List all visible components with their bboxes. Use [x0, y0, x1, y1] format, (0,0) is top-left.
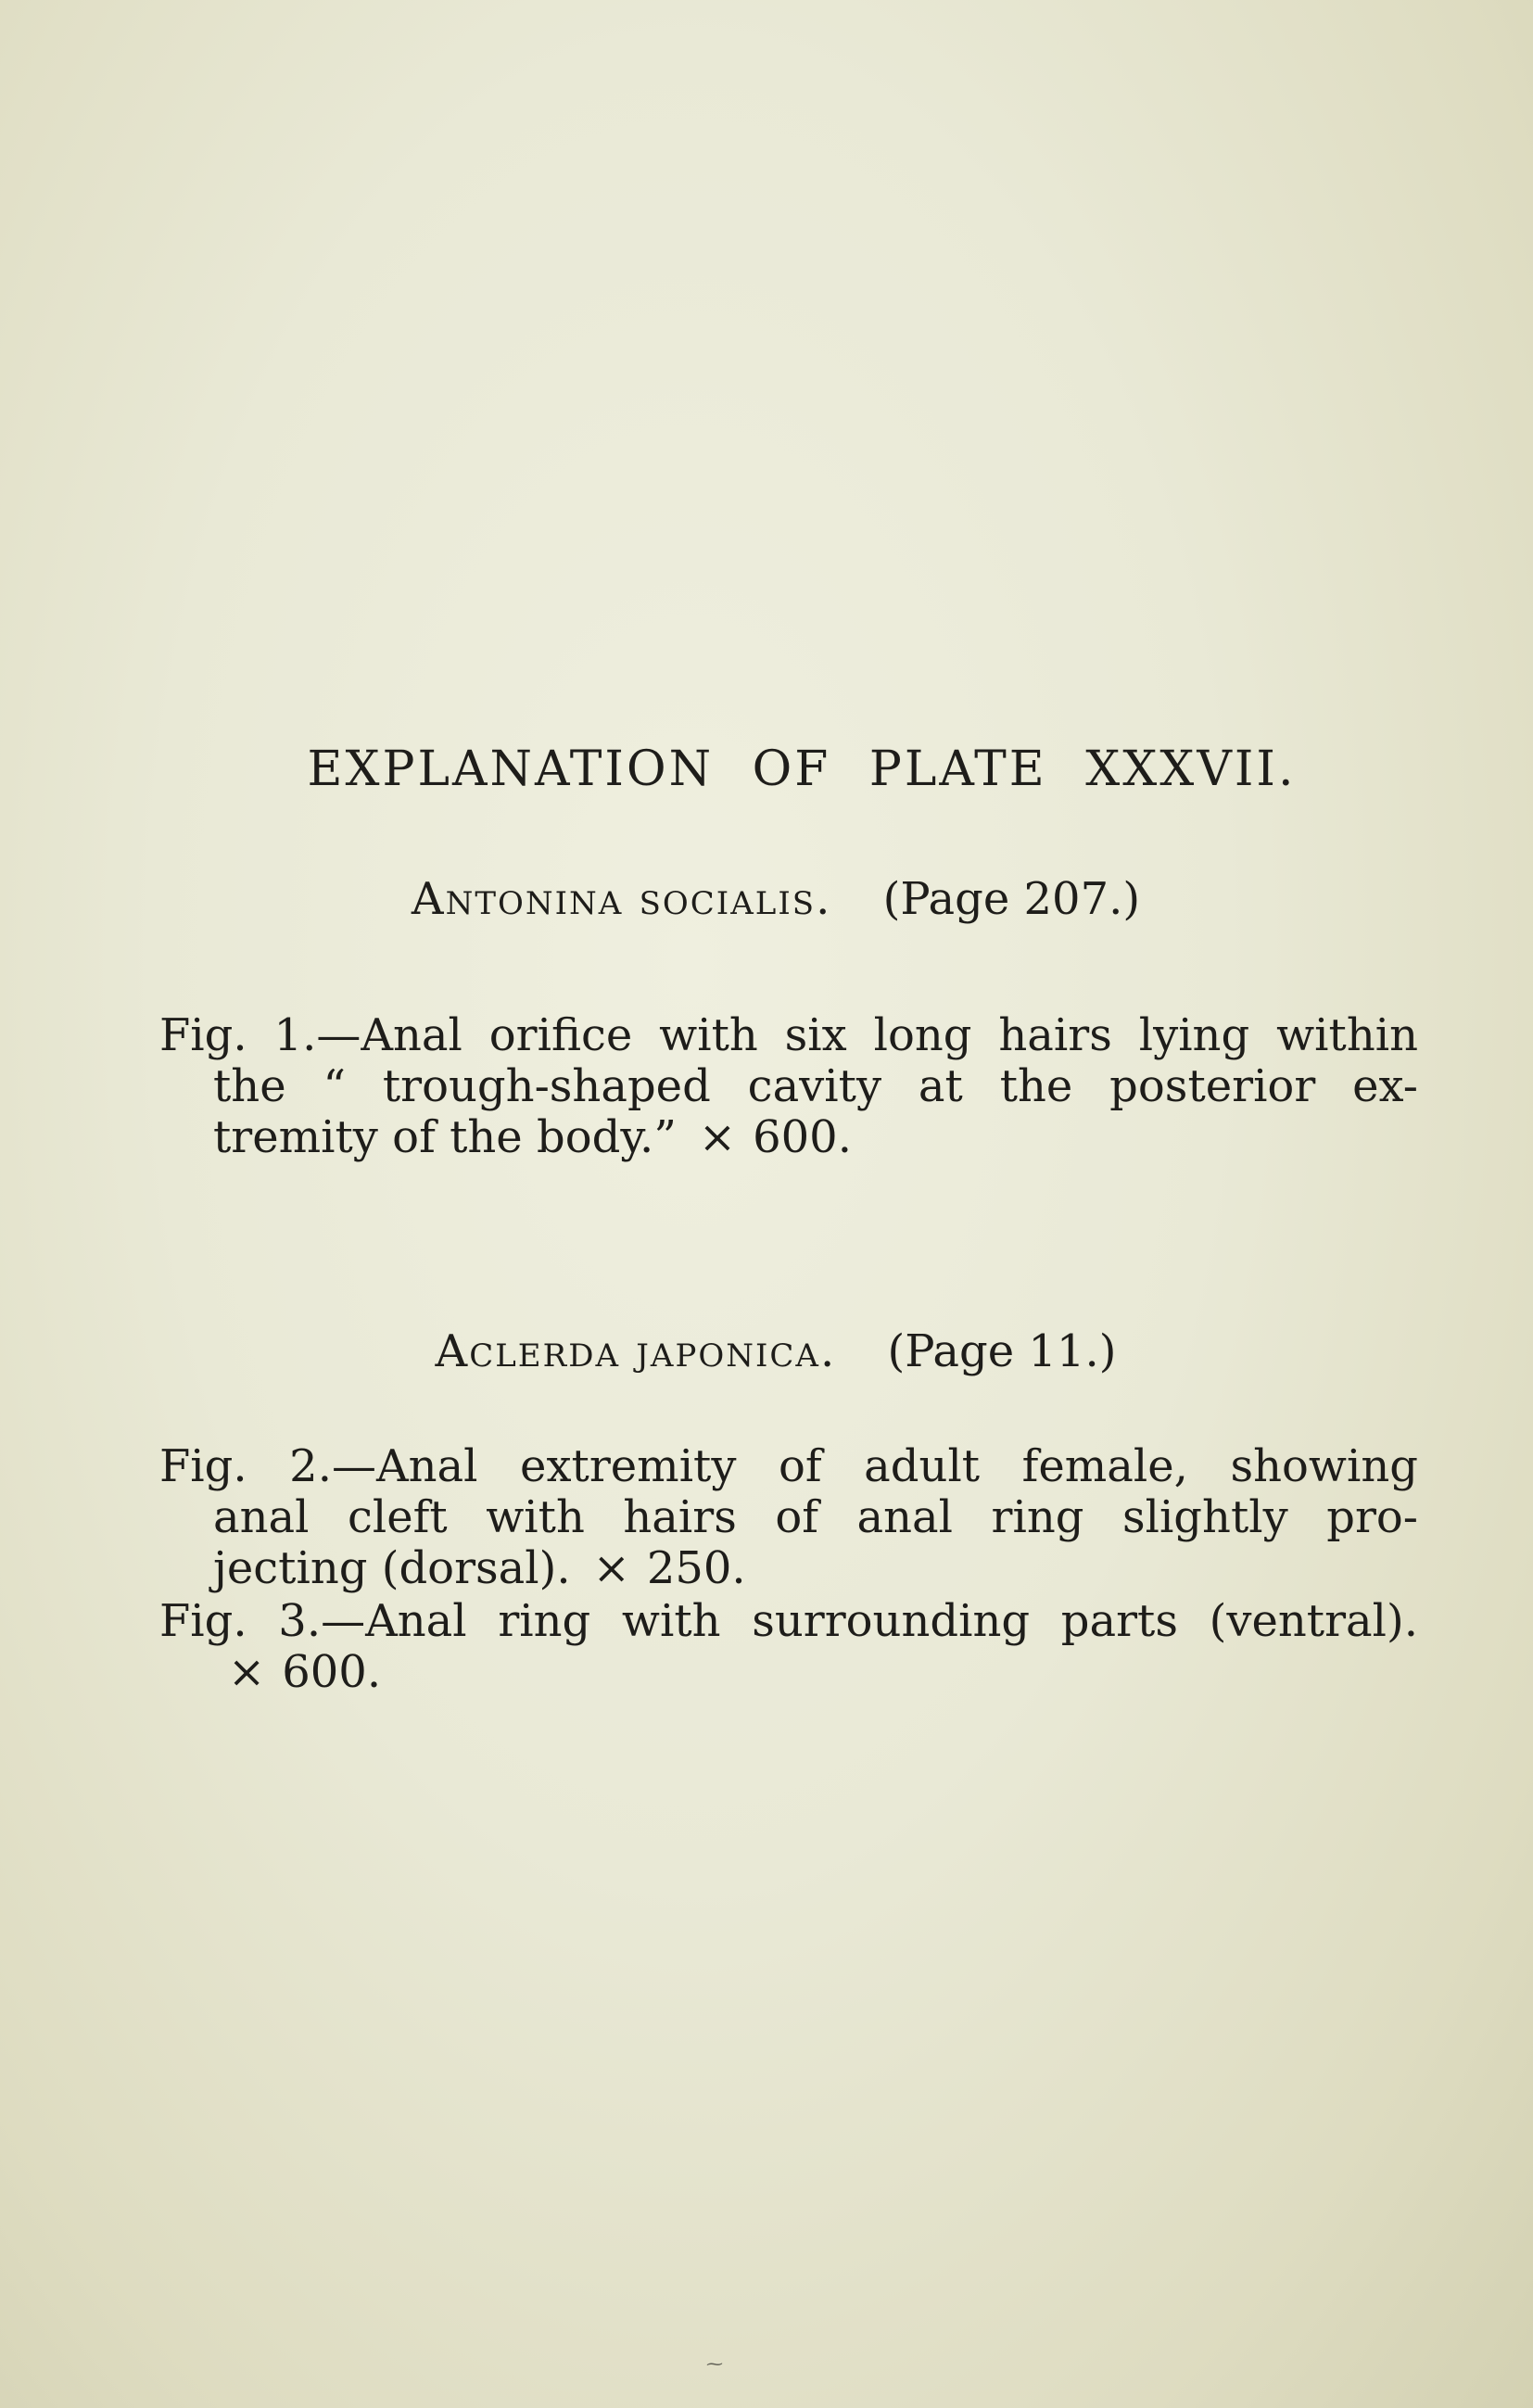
caption-line: Fig. 2.—Anal extremity of adult female, showing — [159, 1440, 1418, 1492]
magnification-symbol: × — [698, 1111, 737, 1163]
magnification-value: 600. — [753, 1111, 852, 1163]
magnification-symbol: × — [592, 1542, 630, 1594]
magnification-symbol: × — [228, 1646, 266, 1698]
species-heading-antonina — [0, 873, 1533, 925]
caption-text: tremity of the body.” — [213, 1111, 677, 1163]
caption-line: Fig. 3.—Anal ring with surrounding parts (ventral). — [159, 1595, 1418, 1647]
printer-ornament-mark: ⁓ — [706, 2354, 723, 2374]
magnification-value: 600. — [282, 1646, 382, 1698]
caption-line-final — [159, 1647, 1418, 1698]
caption-line: anal cleft with hairs of anal ring slightly pro- — [213, 1491, 1418, 1543]
page-reference: (Page 11.) — [887, 1325, 1117, 1377]
caption-line: the “ trough-shaped cavity at the posterior ex- — [213, 1060, 1418, 1112]
page-reference: (Page 207.) — [882, 873, 1141, 925]
plate-title: EXPLANATION OF PLATE XXXVII. — [307, 741, 1297, 797]
species-heading-aclerda — [0, 1325, 1533, 1377]
magnification-value: 250. — [646, 1542, 746, 1594]
caption-line-final — [159, 1543, 1418, 1594]
caption-text: jecting (dorsal). — [213, 1542, 571, 1594]
figure-caption-2 — [159, 1441, 1418, 1594]
figure-caption-3 — [159, 1596, 1418, 1698]
caption-line: Fig. 1.—Anal orifice with six long hairs lying within — [159, 1009, 1418, 1061]
figure-caption-1 — [159, 1010, 1418, 1163]
species-name: Aclerda japonica. — [435, 1325, 837, 1377]
caption-line-final — [159, 1112, 1418, 1163]
species-name: Antonina socialis. — [411, 873, 832, 925]
